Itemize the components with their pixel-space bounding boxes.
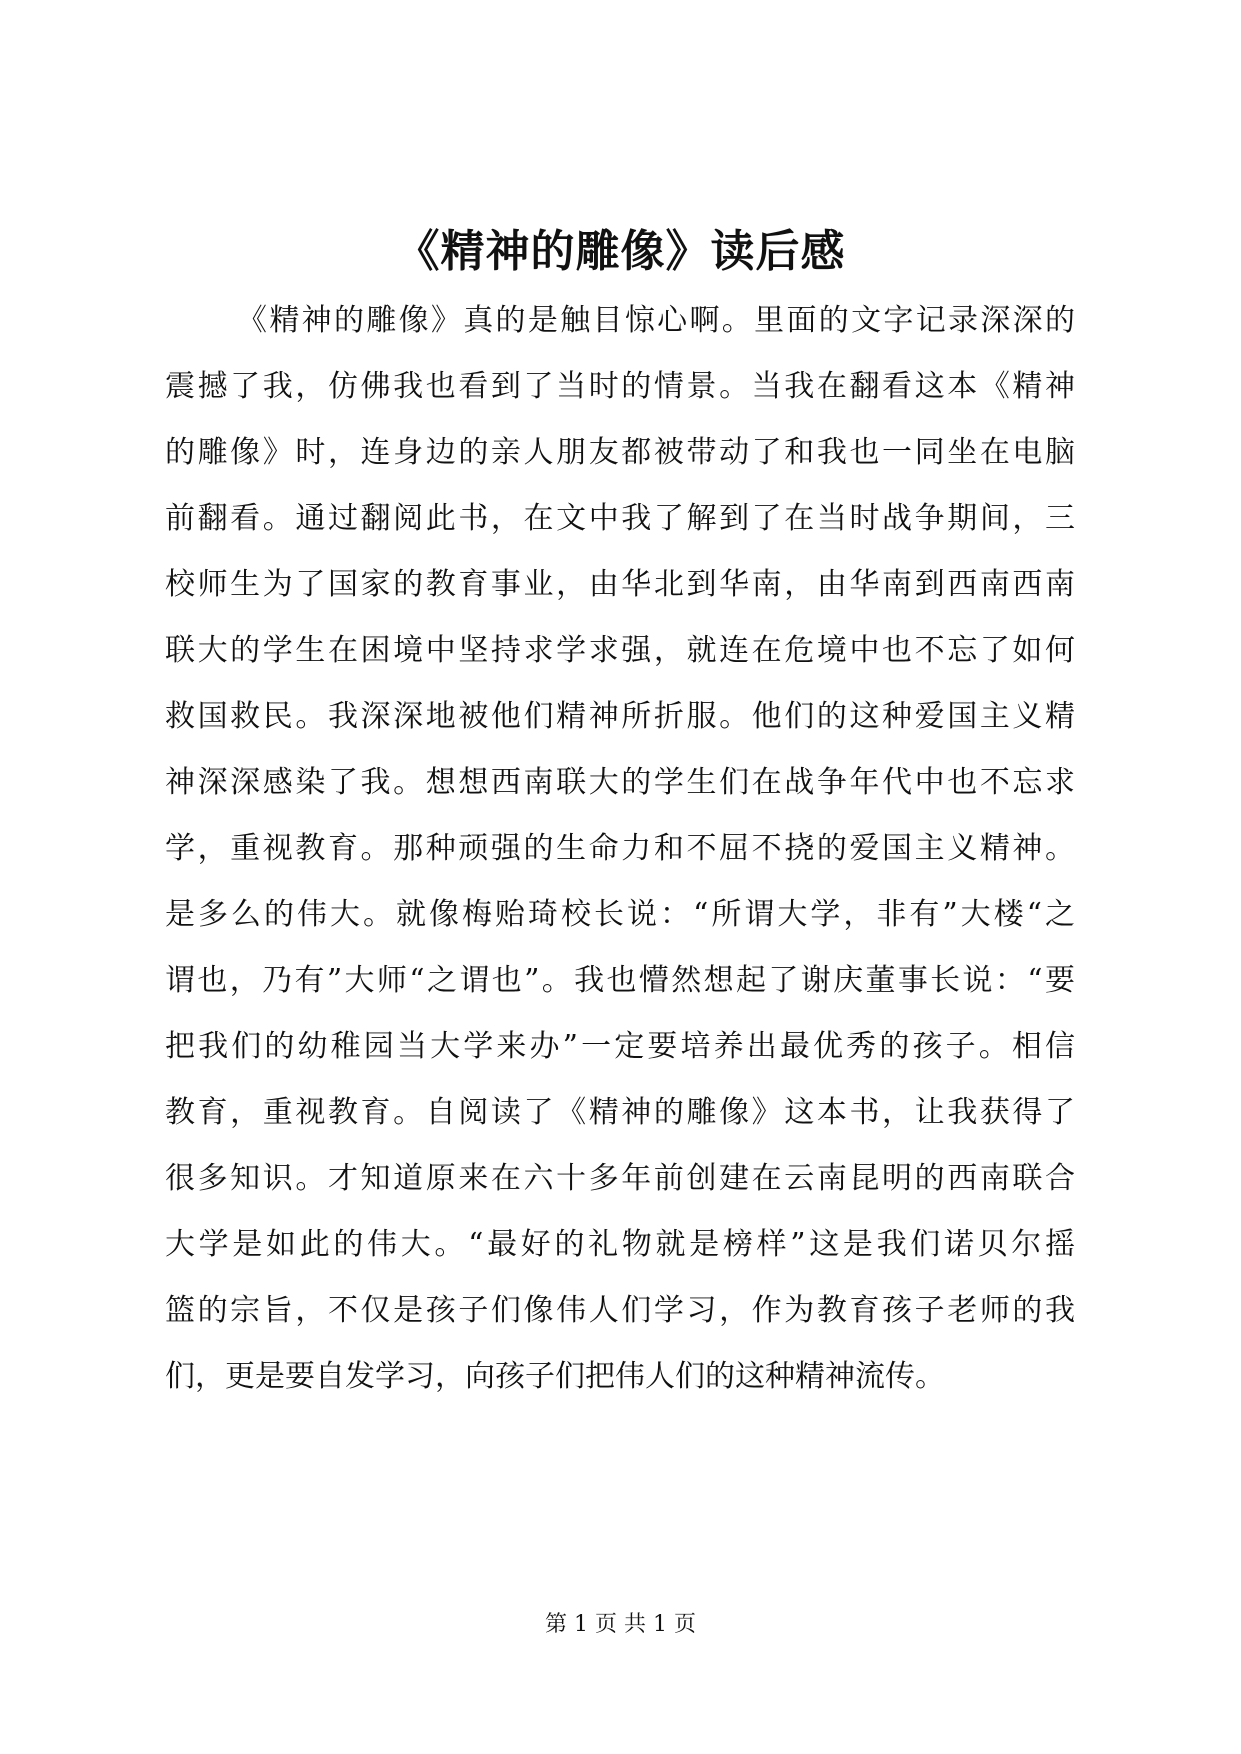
paragraph-line: 教育，重视教育。自阅读了《精神的雕像》这本书，让我获得了 [165,1095,1075,1130]
document-title: 《精神的雕像》读后感 [395,226,846,277]
paragraph-line: 篮的宗旨，不仅是孩子们像伟人们学习，作为教育孩子老师的我 [165,1293,1075,1328]
paragraph-line: 把我们的幼稚园当大学来办”一定要培养出最优秀的孩子。相信 [165,1029,1075,1064]
paragraph-line: 大学是如此的伟大。“最好的礼物就是榜样”这是我们诺贝尔摇 [165,1227,1075,1262]
paragraph-line: 很多知识。才知道原来在六十多年前创建在云南昆明的西南联合 [165,1161,1075,1196]
paragraph-line: 震撼了我，仿佛我也看到了当时的情景。当我在翻看这本《精神 [165,369,1075,404]
paragraph-line: 前翻看。通过翻阅此书，在文中我了解到了在当时战争期间，三 [165,501,1075,536]
paragraph-line: 《精神的雕像》真的是触目惊心啊。里面的文字记录深深的 [237,303,1075,338]
paragraph-line: 联大的学生在困境中坚持求学求强，就连在危境中也不忘了如何 [165,633,1075,668]
paragraph-line: 是多么的伟大。就像梅贻琦校长说：“所谓大学，非有”大楼“之 [165,897,1075,932]
paragraph-line: 谓也，乃有”大师“之谓也”。我也懵然想起了谢庆董事长说：“要 [165,963,1075,998]
body-paragraph [165,288,1075,1410]
paragraph-line: 校师生为了国家的教育事业，由华北到华南，由华南到西南西南 [165,567,1075,602]
paragraph-line: 神深深感染了我。想想西南联大的学生们在战争年代中也不忘求 [165,765,1075,800]
paragraph-line: 的雕像》时，连身边的亲人朋友都被带动了和我也一同坐在电脑 [165,435,1075,470]
page-number-footer: 第 1 页 共 1 页 [545,1612,696,1637]
paragraph-line: 学，重视教育。那种顽强的生命力和不屈不挠的爱国主义精神。 [165,831,1075,866]
paragraph-line: 救国救民。我深深地被他们精神所折服。他们的这种爱国主义精 [165,699,1075,734]
paragraph-line: 们，更是要自发学习，向孩子们把伟人们的这种精神流传。 [165,1359,945,1394]
